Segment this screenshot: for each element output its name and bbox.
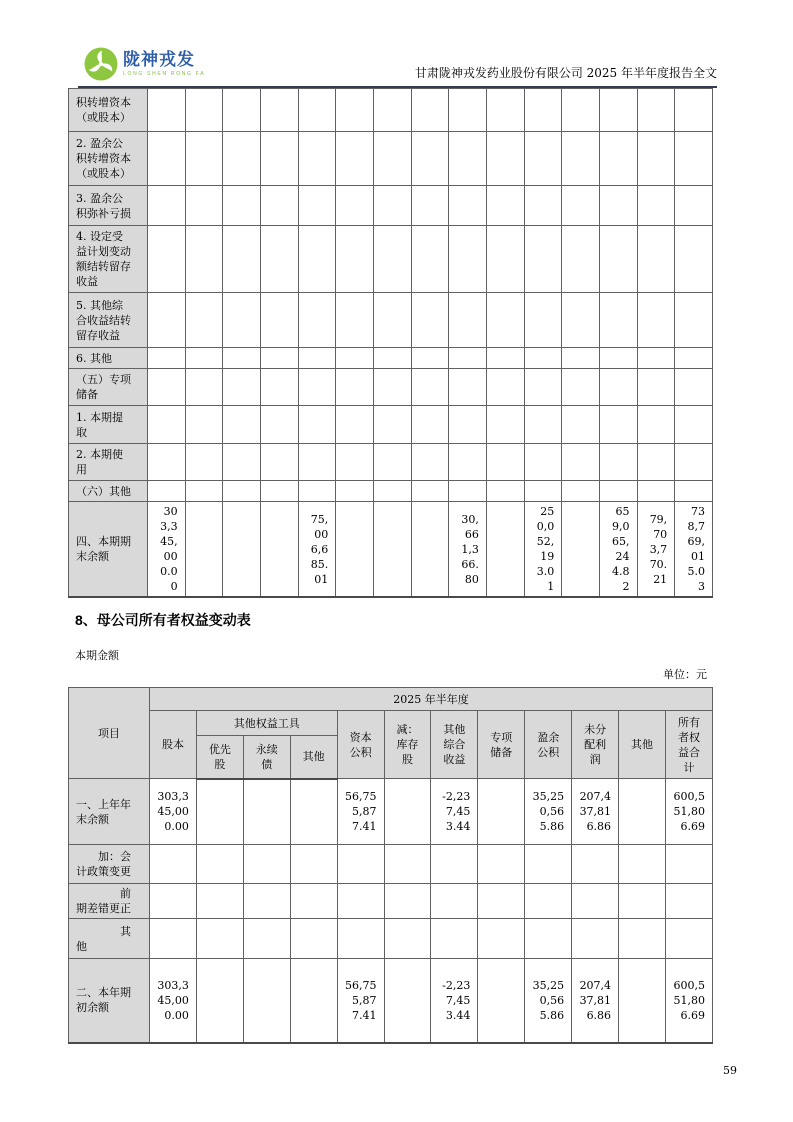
value-cell: 56,755,877.41	[337, 779, 384, 845]
value-cell	[486, 132, 524, 186]
table-row	[69, 348, 713, 369]
value-cell	[411, 186, 449, 226]
col-header-capital-reserve: 资本公积	[337, 711, 384, 779]
value-cell	[298, 406, 336, 444]
value-cell	[599, 481, 637, 502]
col-header-other: 其他	[619, 711, 666, 779]
value-cell	[524, 348, 562, 369]
value-cell	[150, 884, 197, 919]
value-cell	[599, 348, 637, 369]
value-cell: 303,345,000.00	[150, 959, 197, 1043]
logo-brand-cn: 陇神戎发	[123, 50, 195, 69]
value-cell	[637, 132, 675, 186]
table2-header-row-1	[69, 688, 713, 711]
value-cell	[373, 406, 411, 444]
value-cell	[524, 406, 562, 444]
value-cell	[336, 89, 374, 132]
row-label: 前期差错更正	[69, 884, 150, 919]
value-cell	[599, 132, 637, 186]
value-cell	[336, 226, 374, 293]
value-cell	[524, 226, 562, 293]
value-cell	[150, 845, 197, 884]
value-cell: 738,769,015.03	[675, 502, 713, 598]
value-cell	[637, 226, 675, 293]
report-header-title: 甘肃陇神戎发药业股份有限公司 2025 年半年度报告全文	[414, 66, 717, 80]
value-cell	[524, 132, 562, 186]
value-cell	[449, 481, 487, 502]
value-cell	[185, 444, 223, 481]
value-cell	[524, 369, 562, 406]
value-cell	[298, 481, 336, 502]
value-cell: 35,250,565.86	[525, 779, 572, 845]
value-cell	[675, 186, 713, 226]
col-header-other-equity-instruments: 其他权益工具	[196, 711, 337, 736]
col-header-other-comprehensive-income: 其他综合收益	[431, 711, 478, 779]
table-row	[69, 845, 713, 884]
value-cell	[562, 132, 600, 186]
value-cell	[411, 293, 449, 348]
value-cell	[260, 226, 298, 293]
value-cell	[411, 369, 449, 406]
value-cell	[298, 348, 336, 369]
value-cell	[185, 226, 223, 293]
table-row	[69, 89, 713, 132]
value-cell	[486, 406, 524, 444]
value-cell	[431, 884, 478, 919]
value-cell	[637, 406, 675, 444]
value-cell	[562, 186, 600, 226]
value-cell	[298, 293, 336, 348]
value-cell	[572, 845, 619, 884]
value-cell	[478, 919, 525, 959]
value-cell	[298, 226, 336, 293]
value-cell	[486, 481, 524, 502]
value-cell	[449, 132, 487, 186]
value-cell	[449, 186, 487, 226]
value-cell	[431, 919, 478, 959]
value-cell	[524, 444, 562, 481]
value-cell	[290, 779, 337, 845]
logo-brand-en: LONG SHEN RONG FA	[123, 70, 206, 77]
value-cell	[336, 406, 374, 444]
value-cell	[373, 369, 411, 406]
value-cell	[150, 919, 197, 959]
col-header-share-capital: 股本	[150, 711, 197, 779]
value-cell	[675, 444, 713, 481]
row-label: 3. 盈余公积弥补亏损	[69, 186, 148, 226]
value-cell	[223, 481, 261, 502]
value-cell	[449, 89, 487, 132]
value-cell	[243, 884, 290, 919]
value-cell	[449, 406, 487, 444]
table-row	[69, 919, 713, 959]
value-cell	[562, 369, 600, 406]
value-cell	[411, 348, 449, 369]
value-cell	[196, 779, 243, 845]
value-cell	[223, 502, 261, 598]
value-cell	[223, 406, 261, 444]
value-cell	[148, 293, 186, 348]
value-cell: 56,755,877.41	[337, 959, 384, 1043]
value-cell	[431, 845, 478, 884]
value-cell	[223, 89, 261, 132]
value-cell	[290, 919, 337, 959]
table-row	[69, 884, 713, 919]
value-cell: 659,065,244.82	[599, 502, 637, 598]
row-label: 1. 本期提取	[69, 406, 148, 444]
value-cell	[411, 502, 449, 598]
value-cell	[619, 884, 666, 919]
value-cell	[675, 406, 713, 444]
value-cell	[336, 444, 374, 481]
value-cell	[486, 502, 524, 598]
value-cell	[260, 444, 298, 481]
col-header-undistributed-profit: 未分配利润	[572, 711, 619, 779]
col-header-surplus-reserve: 盈余公积	[525, 711, 572, 779]
row-label: 6. 其他	[69, 348, 148, 369]
value-cell	[298, 132, 336, 186]
value-cell	[384, 779, 431, 845]
value-cell	[148, 226, 186, 293]
value-cell	[675, 226, 713, 293]
value-cell	[637, 481, 675, 502]
value-cell	[185, 481, 223, 502]
value-cell	[373, 481, 411, 502]
table-row	[69, 369, 713, 406]
table-row	[69, 481, 713, 502]
value-cell	[223, 186, 261, 226]
value-cell	[243, 845, 290, 884]
row-label: 加：会计政策变更	[69, 845, 150, 884]
value-cell	[599, 293, 637, 348]
value-cell: 30,661,366.80	[449, 502, 487, 598]
value-cell	[637, 186, 675, 226]
value-cell: 75,006,685.01	[298, 502, 336, 598]
value-cell	[148, 481, 186, 502]
value-cell	[599, 369, 637, 406]
value-cell	[562, 89, 600, 132]
value-cell	[243, 779, 290, 845]
value-cell	[599, 89, 637, 132]
table-row	[69, 444, 713, 481]
value-cell	[411, 481, 449, 502]
value-cell	[449, 293, 487, 348]
value-cell	[637, 444, 675, 481]
value-cell	[148, 406, 186, 444]
value-cell	[411, 406, 449, 444]
value-cell	[486, 89, 524, 132]
value-cell	[637, 348, 675, 369]
value-cell	[336, 481, 374, 502]
value-cell	[196, 884, 243, 919]
value-cell	[373, 502, 411, 598]
value-cell	[148, 348, 186, 369]
value-cell	[599, 226, 637, 293]
value-cell	[298, 444, 336, 481]
value-cell	[260, 369, 298, 406]
value-cell	[449, 348, 487, 369]
value-cell	[337, 884, 384, 919]
value-cell	[185, 293, 223, 348]
value-cell	[619, 959, 666, 1043]
value-cell: 303,345,000.00	[150, 779, 197, 845]
value-cell	[185, 132, 223, 186]
col-header-perpetual-bonds: 永续债	[243, 736, 290, 779]
value-cell	[524, 89, 562, 132]
value-cell	[243, 959, 290, 1043]
value-cell	[599, 406, 637, 444]
value-cell	[336, 348, 374, 369]
value-cell	[185, 348, 223, 369]
page-header	[78, 46, 717, 88]
value-cell	[384, 845, 431, 884]
value-cell	[562, 406, 600, 444]
table-row	[69, 779, 713, 845]
value-cell	[411, 226, 449, 293]
value-cell	[223, 444, 261, 481]
col-header-item: 项目	[69, 688, 150, 779]
value-cell	[223, 293, 261, 348]
value-cell	[478, 779, 525, 845]
row-label: （六）其他	[69, 481, 148, 502]
col-header-preferred-shares: 优先股	[196, 736, 243, 779]
value-cell	[562, 293, 600, 348]
value-cell	[373, 132, 411, 186]
value-cell	[223, 132, 261, 186]
consolidated-equity-change-table	[68, 88, 713, 598]
value-cell	[619, 919, 666, 959]
value-cell	[336, 132, 374, 186]
value-cell	[486, 226, 524, 293]
value-cell: 600,551,806.69	[665, 779, 712, 845]
value-cell	[675, 293, 713, 348]
table-row	[69, 502, 713, 598]
value-cell	[525, 919, 572, 959]
value-cell	[336, 293, 374, 348]
value-cell	[148, 369, 186, 406]
value-cell	[562, 481, 600, 502]
table2-header-row-2	[69, 711, 713, 736]
value-cell	[486, 444, 524, 481]
row-label: 4. 设定受益计划变动额结转留存收益	[69, 226, 148, 293]
company-logo	[84, 47, 205, 81]
value-cell	[260, 89, 298, 132]
value-cell	[562, 502, 600, 598]
value-cell	[384, 919, 431, 959]
value-cell	[449, 226, 487, 293]
value-cell	[148, 89, 186, 132]
value-cell	[148, 444, 186, 481]
value-cell	[525, 845, 572, 884]
page-number: 59	[723, 1064, 737, 1077]
value-cell	[637, 293, 675, 348]
value-cell	[260, 481, 298, 502]
value-cell	[337, 845, 384, 884]
value-cell	[486, 293, 524, 348]
value-cell	[486, 186, 524, 226]
value-cell	[290, 845, 337, 884]
value-cell: -2,237,453.44	[431, 779, 478, 845]
value-cell	[619, 779, 666, 845]
value-cell	[486, 348, 524, 369]
value-cell	[260, 502, 298, 598]
value-cell	[196, 845, 243, 884]
value-cell	[298, 186, 336, 226]
value-cell	[637, 89, 675, 132]
value-cell	[619, 845, 666, 884]
col-header-period: 2025 年半年度	[150, 688, 713, 711]
value-cell	[260, 348, 298, 369]
row-label: 其他	[69, 919, 150, 959]
table-row	[69, 132, 713, 186]
value-cell	[665, 884, 712, 919]
value-cell	[373, 348, 411, 369]
value-cell	[336, 369, 374, 406]
value-cell	[223, 226, 261, 293]
row-label: 四、本期期末余额	[69, 502, 148, 598]
value-cell	[411, 444, 449, 481]
value-cell	[298, 89, 336, 132]
value-cell	[298, 369, 336, 406]
row-label: 积转增资本（或股本）	[69, 89, 148, 132]
value-cell: 250,052,193.01	[524, 502, 562, 598]
value-cell	[185, 369, 223, 406]
logo-text	[123, 51, 205, 77]
value-cell: 207,437,816.86	[572, 779, 619, 845]
value-cell	[223, 348, 261, 369]
value-cell	[411, 132, 449, 186]
value-cell	[572, 884, 619, 919]
value-cell	[449, 444, 487, 481]
value-cell	[562, 348, 600, 369]
col-header-special-reserve: 专项储备	[478, 711, 525, 779]
value-cell: 79,703,770.21	[637, 502, 675, 598]
table-row	[69, 186, 713, 226]
value-cell	[665, 919, 712, 959]
value-cell	[185, 186, 223, 226]
col-header-total-equity: 所有者权益合计	[665, 711, 712, 779]
value-cell	[148, 132, 186, 186]
value-cell	[260, 293, 298, 348]
value-cell: -2,237,453.44	[431, 959, 478, 1043]
value-cell	[675, 481, 713, 502]
value-cell	[185, 406, 223, 444]
value-cell	[384, 959, 431, 1043]
row-label: 二、本年期初余额	[69, 959, 150, 1043]
value-cell	[524, 481, 562, 502]
row-label: （五）专项储备	[69, 369, 148, 406]
value-cell	[373, 226, 411, 293]
value-cell	[675, 89, 713, 132]
section-subtitle: 本期金额	[75, 649, 119, 662]
table-row	[69, 406, 713, 444]
value-cell	[524, 186, 562, 226]
logo-pinwheel-icon	[84, 47, 118, 81]
value-cell	[478, 959, 525, 1043]
value-cell	[260, 132, 298, 186]
value-cell	[223, 369, 261, 406]
table-row	[69, 293, 713, 348]
row-label: 2. 盈余公积转增资本（或股本）	[69, 132, 148, 186]
value-cell	[373, 293, 411, 348]
value-cell	[185, 502, 223, 598]
value-cell	[243, 919, 290, 959]
value-cell: 35,250,565.86	[525, 959, 572, 1043]
value-cell	[148, 186, 186, 226]
value-cell	[196, 959, 243, 1043]
value-cell	[675, 348, 713, 369]
col-header-other-instruments: 其他	[290, 736, 337, 779]
value-cell	[675, 369, 713, 406]
value-cell	[373, 89, 411, 132]
value-cell	[196, 919, 243, 959]
value-cell	[665, 845, 712, 884]
value-cell	[290, 959, 337, 1043]
value-cell: 207,437,816.86	[572, 959, 619, 1043]
row-label: 2. 本期使用	[69, 444, 148, 481]
value-cell: 303,345,000.00	[148, 502, 186, 598]
table-row	[69, 226, 713, 293]
value-cell	[524, 293, 562, 348]
value-cell	[572, 919, 619, 959]
value-cell	[525, 884, 572, 919]
value-cell	[336, 186, 374, 226]
value-cell	[675, 132, 713, 186]
value-cell	[486, 369, 524, 406]
value-cell	[562, 226, 600, 293]
value-cell	[185, 89, 223, 132]
value-cell	[599, 444, 637, 481]
value-cell	[373, 186, 411, 226]
value-cell	[336, 502, 374, 598]
value-cell	[478, 884, 525, 919]
unit-label: 单位：元	[663, 668, 707, 681]
parent-company-equity-change-table	[68, 687, 713, 1044]
value-cell	[411, 89, 449, 132]
section-heading: 8、母公司所有者权益变动表	[75, 612, 251, 628]
value-cell	[599, 186, 637, 226]
value-cell	[290, 884, 337, 919]
value-cell: 600,551,806.69	[665, 959, 712, 1043]
value-cell	[384, 884, 431, 919]
value-cell	[373, 444, 411, 481]
row-label: 一、上年年末余额	[69, 779, 150, 845]
value-cell	[260, 186, 298, 226]
value-cell	[562, 444, 600, 481]
value-cell	[260, 406, 298, 444]
row-label: 5. 其他综合收益结转留存收益	[69, 293, 148, 348]
table-row	[69, 959, 713, 1043]
value-cell	[449, 369, 487, 406]
col-header-less-treasury-shares: 减：库存股	[384, 711, 431, 779]
value-cell	[637, 369, 675, 406]
value-cell	[478, 845, 525, 884]
value-cell	[337, 919, 384, 959]
